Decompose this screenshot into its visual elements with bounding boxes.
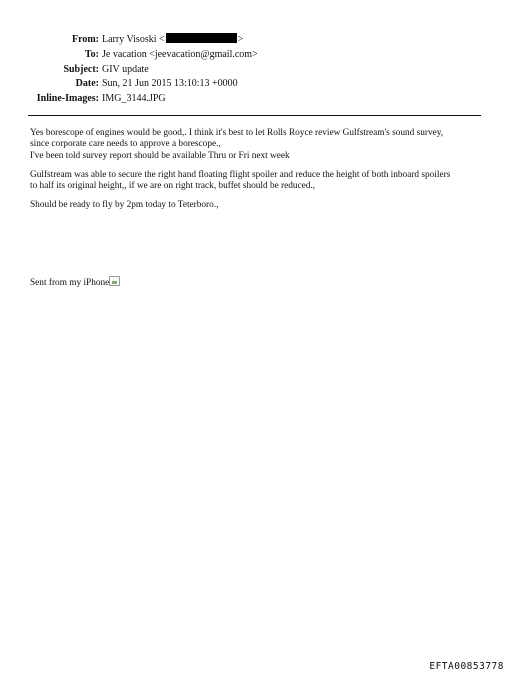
header-row-date: [0, 77, 512, 92]
header-value-from: [102, 33, 243, 48]
header-value-subject: GIV update: [102, 63, 149, 75]
header-label: Subject:: [63, 63, 99, 75]
header-value-inline-images: IMG_3144.JPG: [102, 93, 166, 105]
header-value-to: Je vacation <jeevacation@gmail.com>: [102, 48, 258, 60]
body-line: I've been told survey report should be available Thru or Fri next week: [30, 150, 290, 161]
header-label: From:: [71, 34, 99, 45]
broken-image-icon: [109, 276, 120, 286]
redaction-box: [166, 33, 237, 43]
header-divider: [28, 115, 481, 116]
body-paragraph: [30, 128, 490, 162]
email-signature: [30, 276, 120, 288]
body-line: Should be ready to fly by 2pm today to Teterboro.,: [30, 200, 219, 211]
header-row-to: [0, 48, 512, 63]
header-label: To:: [84, 48, 99, 60]
sender-bracket: >: [237, 34, 244, 45]
header-row-inline-images: [0, 92, 512, 107]
body-line: since corporate care needs to approve a borescope.,: [30, 139, 221, 150]
header-value-date: Sun, 21 Jun 2015 13:10:13 +0000: [102, 78, 238, 90]
body-line: to half its original height,, if we are on right track, buffet should be reduced.,: [30, 181, 316, 192]
body-line: Gulfstream was able to secure the right hand floating flight spoiler and reduce the height of both inboard spoilers: [30, 169, 451, 180]
header-row-from: [0, 33, 512, 48]
header-row-subject: [0, 63, 512, 78]
header-label: Inline-Images:: [36, 93, 99, 105]
email-body: [30, 128, 490, 220]
signature-text: Sent from my iPhone: [30, 278, 110, 288]
document-id: EFTA00853778: [429, 661, 504, 672]
body-paragraph: [30, 200, 490, 211]
body-line: Yes borescope of engines would be good,. I think it's best to let Rolls Royce review Gulfstream's sound survey,: [30, 128, 444, 138]
header-label: Date:: [75, 78, 99, 90]
sender-name: Larry Visoski <: [102, 34, 165, 45]
body-paragraph: [30, 170, 490, 193]
email-header: [0, 33, 512, 107]
